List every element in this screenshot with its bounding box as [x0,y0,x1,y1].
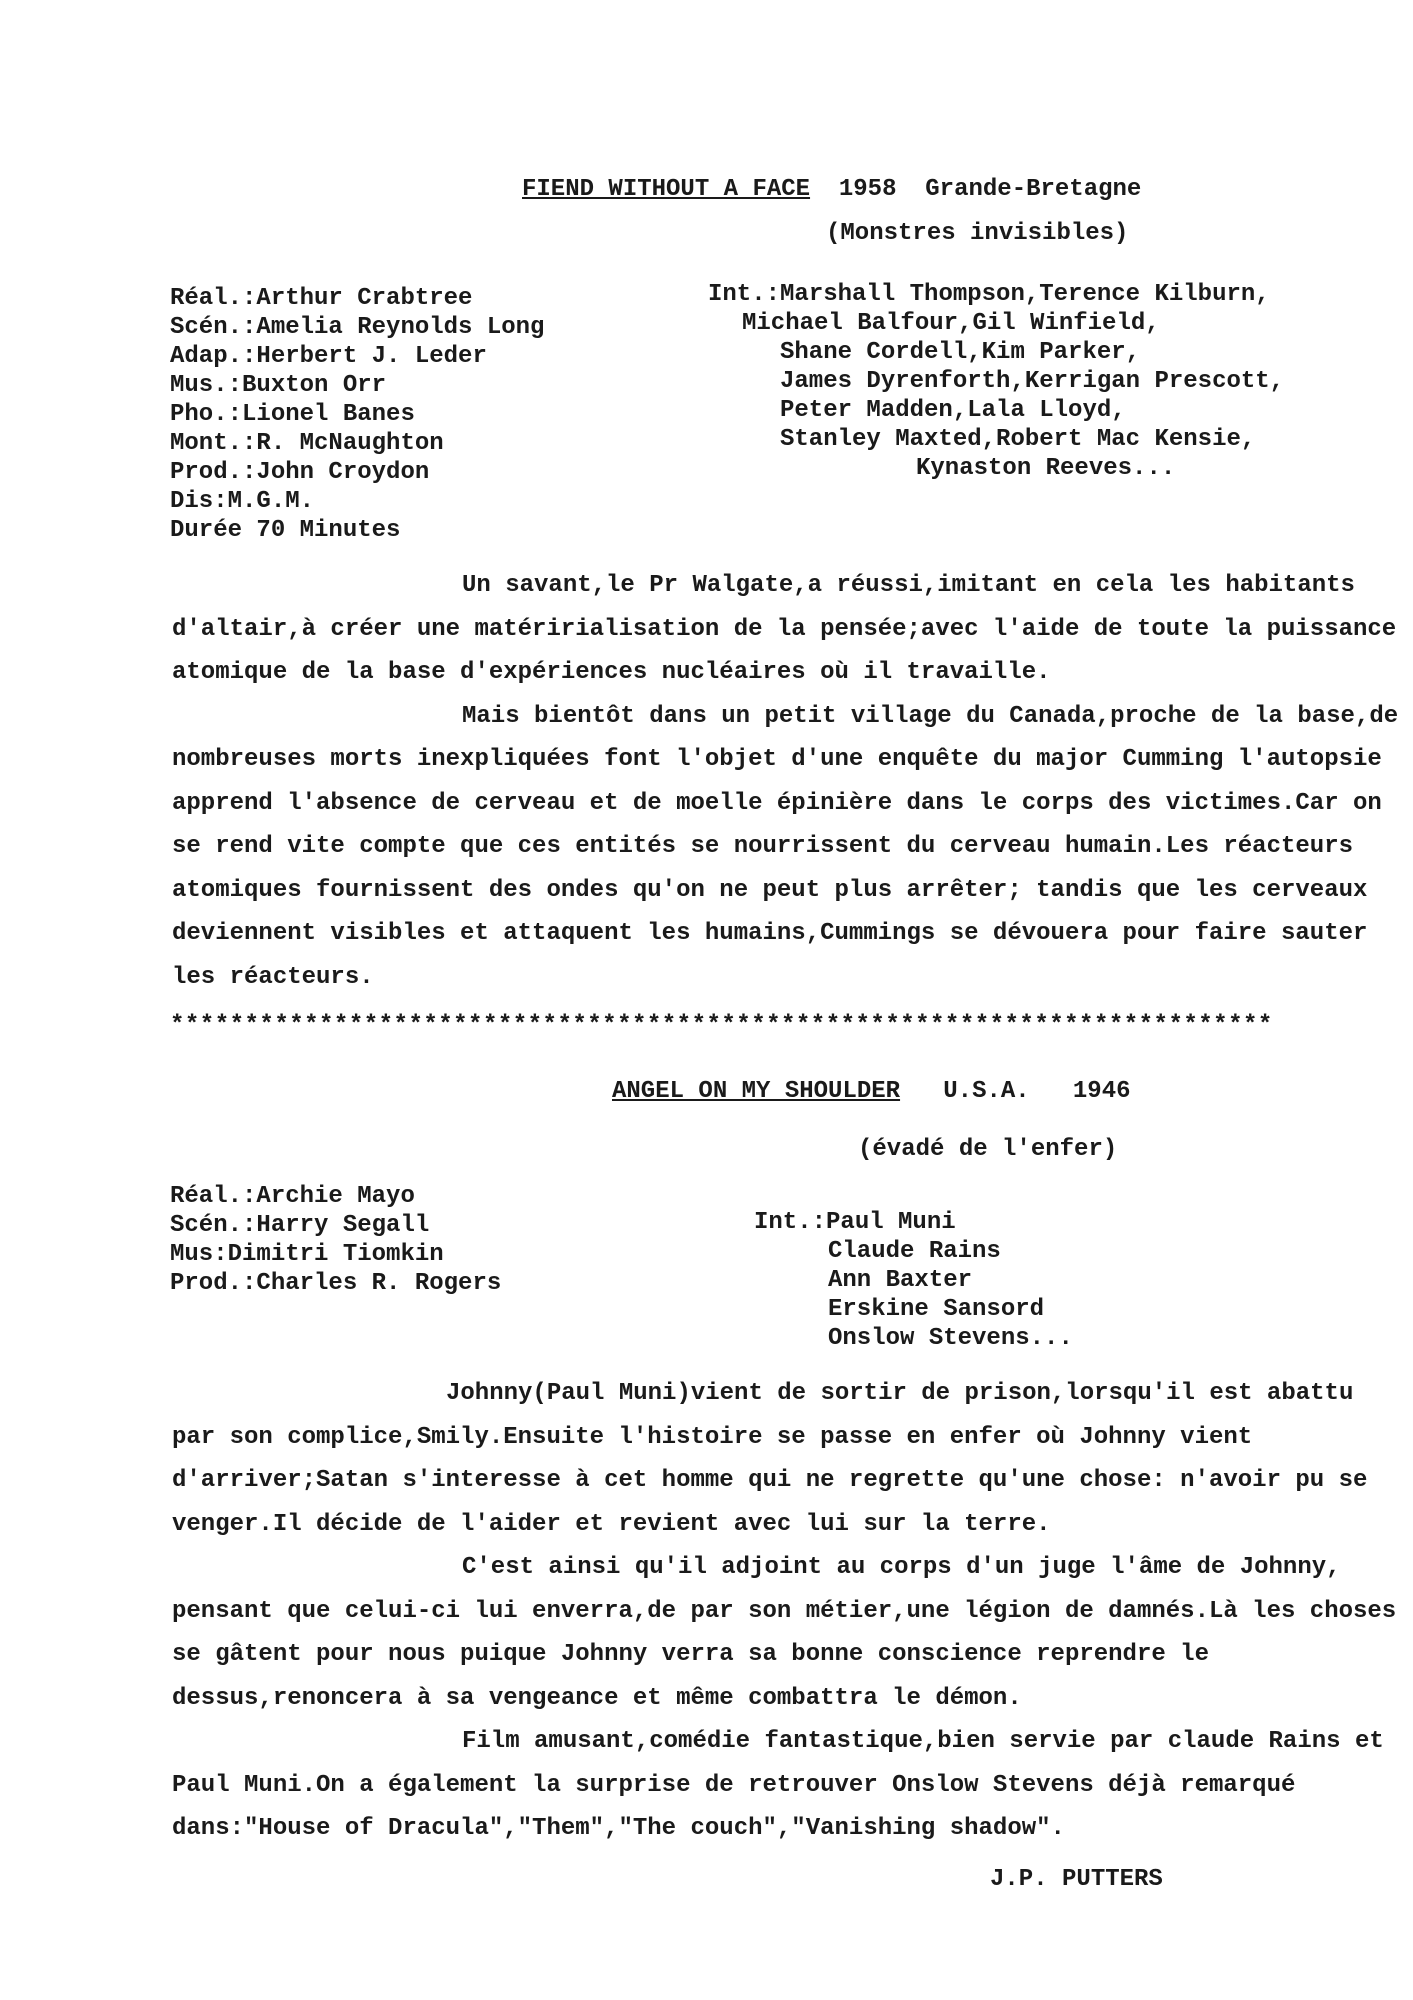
author-signature: J.P. PUTTERS [990,1866,1163,1893]
synopsis-paragraph: Film amusant,comédie fantastique,bien servie par claude Rains et Paul Muni.On a également la surprise de retrouver Onslow Stevens déjà remarqué dans:"House of Dracula","Them","The couch","Vanishing shadow". [172,1728,1384,1842]
film2-year: 1946 [1072,1078,1131,1105]
film2-credits [170,1182,501,1298]
film1-country: Grande-Bretagne [925,176,1142,203]
cast-line: Shane Cordell,Kim Parker, [780,339,1141,366]
film1-header [522,176,1141,203]
synopsis-paragraph: Un savant,le Pr Walgate,a réussi,imitant en cela les habitants d'altair,à créer une matéririalisation de la pensée;avec l'aide de toute la puissance atomique de la base d'expériences nucléaires où il travaille. [172,572,1397,686]
synopsis-paragraph: Mais bientôt dans un petit village du Canada,proche de la base,de nombreuses morts inexpliquées font l'objet d'une enquête du major Cumming l'autopsie apprend l'absence de cerveau et de moelle épinière dans le corps des victimes.Car on se rend vite compte que ces entités se nourrissent du cerveau humain.Les réacteurs atomiques fournissent des ondes qu'on ne peut plus arrêter; tandis que les cerveaux deviennent visibles et attaquent les humains,Cummings se dévouera pour faire sauter les réacteurs. [172,702,1399,991]
cast-line: Int.:Paul Muni [754,1209,956,1236]
cast-line: Onslow Stevens... [828,1325,1073,1352]
credit-line: Réal.:Arthur Crabtree [170,285,473,312]
credit-line: Pho.:Lionel Banes [170,401,415,428]
film2-title: ANGEL ON MY SHOULDER [612,1078,901,1105]
credit-line: Prod.:Charles R. Rogers [170,1270,502,1297]
cast-line: Peter Madden,Lala Lloyd, [780,397,1126,424]
credit-line: Mus:Dimitri Tiomkin [170,1241,444,1268]
synopsis-paragraph: Johnny(Paul Muni)vient de sortir de prison,lorsqu'il est abattu par son complice,Smily.Ensuite l'histoire se passe en enfer où Johnny vient d'arriver;Satan s'interesse à cet homme qui ne regrette qu'une chose: n'avoir pu se venger.Il décide de l'aider et revient avec lui sur la terre. [172,1380,1368,1538]
credit-line: Scén.:Amelia Reynolds Long [170,314,545,341]
credit-line: Mont.:R. McNaughton [170,430,444,457]
film1-synopsis [172,564,1402,999]
credit-line: Dis:M.G.M. [170,488,315,515]
credit-line: Scén.:Harry Segall [170,1212,430,1239]
film1-year: 1958 [838,176,897,203]
cast-line: Stanley Maxted,Robert Mac Kensie, [780,426,1256,453]
cast-line: Erskine Sansord [828,1296,1045,1323]
cast-line: Kynaston Reeves... [916,455,1176,482]
film1-credits [170,284,544,545]
credit-line: Durée 70 Minutes [170,517,401,544]
credit-line: Réal.:Archie Mayo [170,1183,415,1210]
cast-line: James Dyrenforth,Kerrigan Prescott, [780,368,1285,395]
separator-line: ************************************************************************** [170,1012,1273,1039]
credit-line: Prod.:John Croydon [170,459,430,486]
cast-line: Int.:Marshall Thompson,Terence Kilburn, [708,281,1270,308]
film1-french-title: (Monstres invisibles) [826,220,1129,247]
film1-cast [708,280,1284,483]
credit-line: Mus.:Buxton Orr [170,372,387,399]
film2-header [612,1078,1131,1105]
cast-line: Ann Baxter [828,1267,973,1294]
film2-cast [754,1208,1073,1353]
credit-line: Adap.:Herbert J. Leder [170,343,487,370]
film1-title: FIEND WITHOUT A FACE [522,176,811,203]
film2-synopsis [172,1372,1402,1851]
film2-country: U.S.A. [943,1078,1030,1105]
synopsis-paragraph: C'est ainsi qu'il adjoint au corps d'un juge l'âme de Johnny, pensant que celui-ci lui enverra,de par son métier,une légion de damnés.Là les choses se gâtent pour nous puique Johnny verra sa bonne conscience reprendre le dessus,renoncera à sa vengeance et même combattra le démon. [172,1554,1397,1712]
cast-line: Claude Rains [828,1238,1001,1265]
film2-french-title: (évadé de l'enfer) [858,1136,1118,1163]
cast-line: Michael Balfour,Gil Winfield, [742,310,1160,337]
